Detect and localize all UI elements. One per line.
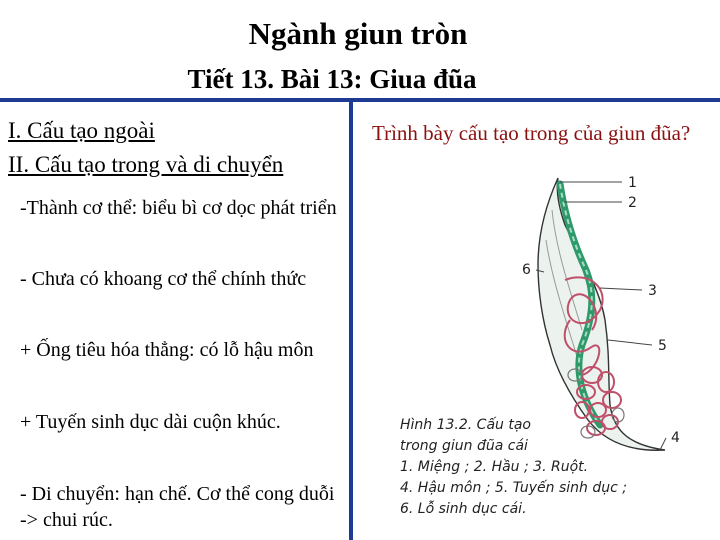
label-2: 2 (628, 195, 637, 211)
caption-line: 1. Miệng ; 2. Hầu ; 3. Ruột. (400, 459, 589, 475)
label-6: 6 (522, 262, 531, 278)
question-text: Trình bày cấu tạo trong của giun đũa? (372, 121, 691, 145)
caption-line: 4. Hậu môn ; 5. Tuyến sinh dục ; (400, 480, 627, 496)
paragraph-gonad: + Tuyến sinh dục dài cuộn khúc. (20, 411, 281, 433)
section-heading-external[interactable]: I. Cấu tạo ngoài (8, 118, 155, 143)
label-1: 1 (628, 175, 637, 191)
figure-caption (400, 415, 700, 520)
paragraph-body-wall: -Thành cơ thể: biểu bì cơ dọc phát triển (20, 197, 337, 219)
paragraph-digestive-tract: + Ống tiêu hóa thẳng: có lỗ hậu môn (20, 339, 314, 361)
paragraph-movement: - Di chuyển: hạn chế. Cơ thể cong duỗi -> chui rúc. (20, 483, 335, 531)
lesson-subtitle: Tiết 13. Bài 13: Giua đũa (187, 64, 477, 94)
worm-body-outline (538, 178, 665, 450)
label-4: 4 (671, 430, 680, 446)
page-title: Ngành giun tròn (248, 16, 468, 51)
caption-line: 6. Lỗ sinh dục cái. (400, 501, 527, 517)
column-divider (349, 100, 353, 540)
section-heading-internal[interactable]: II. Cấu tạo trong và di chuyển (8, 152, 284, 177)
label-5: 5 (658, 338, 667, 354)
header-divider (0, 98, 720, 102)
paragraph-body-cavity: - Chưa có khoang cơ thể chính thức (20, 268, 307, 290)
caption-line: Hình 13.2. Cấu tạo (400, 417, 531, 433)
caption-line: trong giun đũa cái (400, 438, 528, 454)
label-3: 3 (648, 283, 657, 299)
